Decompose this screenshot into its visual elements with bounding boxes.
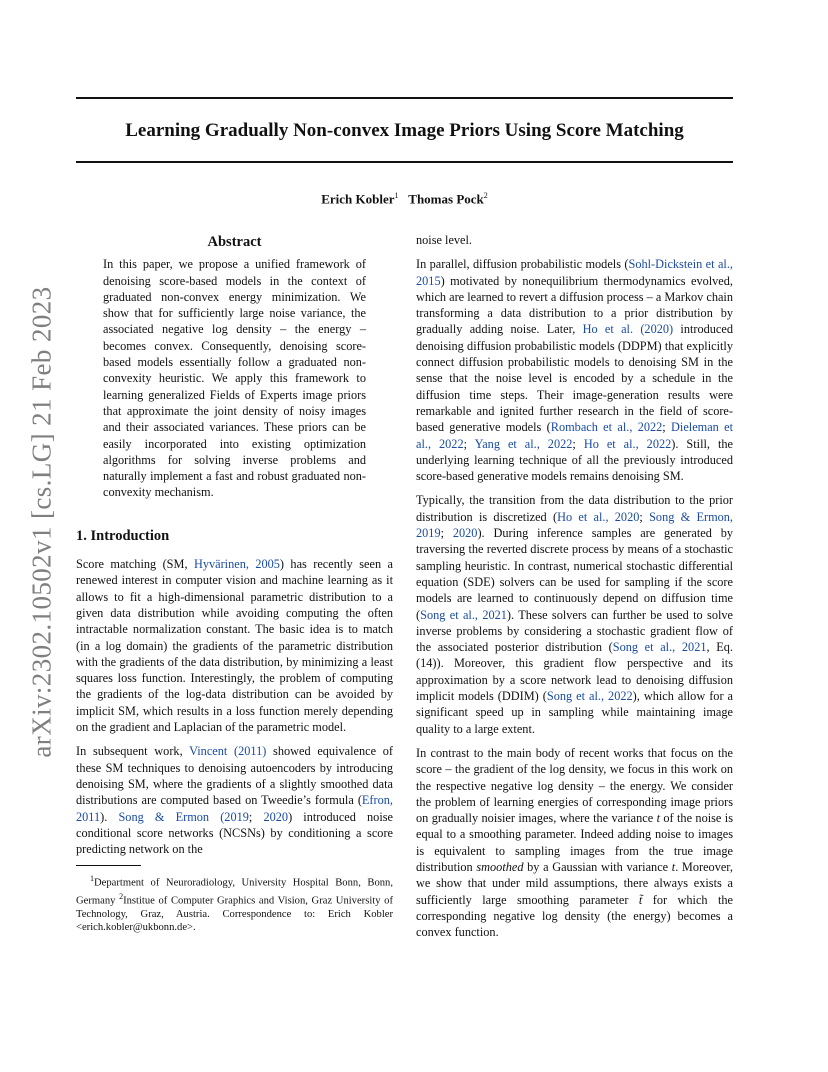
citation-link[interactable]: Rombach et al., 2022 (550, 420, 663, 435)
footnote: $^1$Department of Neuroradiology, University Hospital Bonn, Bonn, Germany $^2$Institue of Computer Graphics and Vision, Graz University of Technology, Graz, Austria. Correspondence to: Erich Kobler <erich.kobler@ukbonn.de>. (76, 874, 393, 934)
citation-link[interactable]: Yang et al., 2022 (474, 436, 573, 451)
citation-link[interactable]: Song et al., 2021 (612, 640, 707, 655)
body-paragraph-transition: Typically, the transition from the data distribution to the prior distribution is discretized (Ho et al., 2020; Song & Ermon, 2019; 2020). During inference samples are generated by traversing the reverted discrete process by means of a stochastic sampling heuristic. In contrast, numerical stochastic differential equation (SDE) solvers can be used for sampling if the score models are learned to continuously depend on diffusion time (Song et al., 2021). These solvers can further be used to solve inverse problems by considering a stochastic gradient flow of the associated posterior distribution (Song et al., 2021, Eq. (14)). Moreover, this gradient flow perspective and its approximation by a score network lead to denoising diffusion implicit models (DDIM) (Song et al., 2022), which allow for a significant speed up in sampling while maintaining image quality to a large extent. (416, 493, 734, 736)
body-paragraph-energy: In contrast to the main body of recent works that focus on the score – the gradient of the log density, we focus in this work on the respective negative log density – the energy. We consider the problem of learning energies of corresponding image priors on gradually noisier images, where the variance t of the noise is equal to a smoothing parameter. Indeed adding noise to images is equivalent to sampling images from the true image distribution smoothed by a Gaussian with variance t. Moreover, we show that under mild assumptions, there always exists a sufficiently large smoothing parameter t̃ for which the corresponding negative log density (the energy) becomes a convex function. (416, 745, 734, 940)
left-column (76, 232, 393, 934)
citation-link[interactable]: Dieleman et al., 2022 (416, 420, 734, 451)
citation-link[interactable]: 2020 (263, 809, 289, 824)
affiliation-mark: 1 (394, 191, 399, 200)
author-name: Thomas Pock (408, 191, 484, 207)
citation-link[interactable]: Hyvärinen, 2005 (193, 557, 280, 572)
section-heading-introduction: 1. Introduction (76, 527, 170, 544)
citation-link[interactable]: Song & Ermon, 2019 (416, 509, 734, 541)
title-bottom-rule (76, 161, 733, 163)
citation-link[interactable]: Ho et al. (2020) (582, 322, 674, 337)
citation-link[interactable]: Sohl-Dickstein et al., 2015 (416, 257, 733, 288)
citation-link[interactable]: Ho et al., 2022 (583, 436, 672, 451)
top-rule (76, 97, 733, 99)
paper-title: Learning Gradually Non-convex Image Priors Using Score Matching (125, 120, 684, 141)
intro-paragraph-2: In subsequent work, Vincent (2011) showed equivalence of these SM techniques to denoising autoencoders by introducing denoising SM, where the gradients of a slightly smoothed data distributions are computed based on Tweedie’s formula (Efron, 2011). Song & Ermon (2019; 2020) introduced noise conditional score networks (NCSNs) by conditioning a score predicting network on the (76, 744, 393, 857)
abstract-heading: Abstract (207, 234, 262, 250)
affiliation-mark: 2 (483, 191, 488, 200)
body-paragraph-diffusion: In parallel, diffusion probabilistic models (Sohl-Dickstein et al., 2015) motivated by nonequilibrium thermodynamics evolved, which are learned to revert a diffusion process – a Markov chain transforming a data distribution to a prior distribution by gradually adding noise. Later, Ho et al. (2020) introduced denoising diffusion probabilistic models (DDPM) that explicitly connect diffusion probabilistic models to denoising SM in the sense that the noise level is encoded by a schedule in the diffusion time steps. Their image-generation results were remarkable and ignited further research in the field of score-based generative models (Rombach et al., 2022; Dieleman et al., 2022; Yang et al., 2022; Ho et al., 2022). Still, the underlying learning technique of all the previously introduced score-based generative models remains denoising SM. (416, 257, 734, 484)
right-column (416, 232, 733, 940)
citation-link[interactable]: Vincent (2011) (189, 744, 267, 759)
citation-link[interactable]: Song et al., 2021 (420, 607, 507, 622)
arxiv-stamp-text: arXiv:2302.10502v1 [cs.LG] 21 Feb 2023 (26, 286, 57, 758)
citation-link[interactable]: Ho et al., 2020 (557, 509, 640, 524)
citation-link[interactable]: Song et al., 2022 (546, 689, 633, 704)
intro-paragraph-1: Score matching (SM, Hyvärinen, 2005) has recently seen a renewed interest in computer vision and machine learning as it allows to fit a high-dimensional parametric distribution to a given data distribution while avoiding computing the often intractable normalization constant. The basic idea is to match (in a log domain) the gradients of the parametric distribution with the gradients of the data distribution, by minimizing a least squares loss function. Interestingly, the problem of computing the gradients of the log-data distribution can be avoided by implicit SM, which results in a loss function merely depending on the gradient and Laplacian of the parametric model. (76, 557, 393, 735)
author-name: Erich Kobler (321, 191, 395, 207)
citation-link[interactable]: Song & Ermon (2019 (118, 809, 249, 824)
arxiv-stamp (20, 287, 64, 757)
footnote-divider (76, 865, 141, 866)
citation-link[interactable]: 2020 (452, 526, 478, 541)
abstract-text: In this paper, we propose a unified framework of denoising score-based models in the context of graduated non-convex energy minimization. We show that for sufficiently large noise variance, the associated negative log density – the energy – becomes convex. Consequently, denoising score-based models essentially follow a graduated non-convexity heuristic. We apply this framework to learning generalized Fields of Experts image priors that approximate the joint density of noisy images and their associated variances. These priors can be easily incorporated into existing optimization algorithms for solving inverse problems and naturally implement a fast and robust graduated non-convexity mechanism. (103, 257, 366, 500)
author-list (76, 191, 733, 207)
citation-link[interactable]: Efron, 2011 (76, 793, 393, 824)
body-paragraph-continuation: noise level. (416, 233, 473, 247)
